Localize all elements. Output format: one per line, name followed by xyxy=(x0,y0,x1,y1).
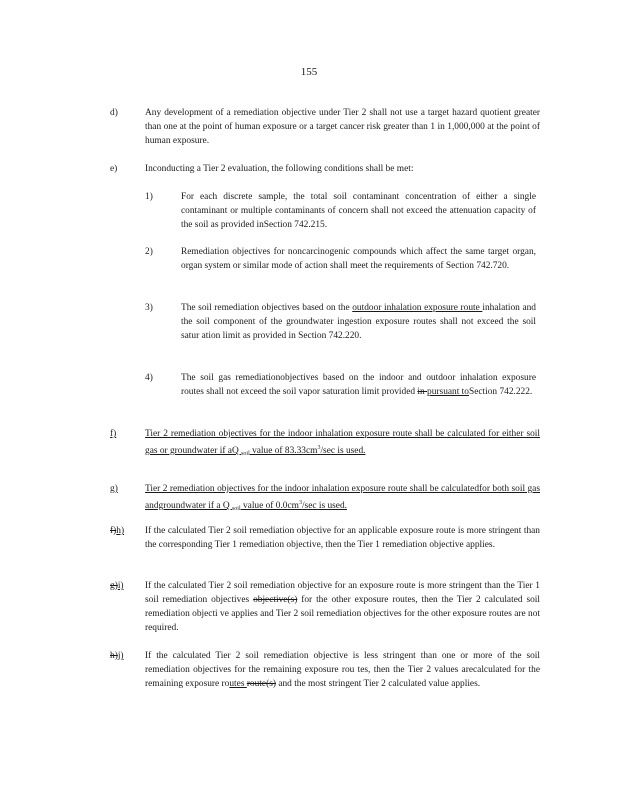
item-i-deleted: objective(s) xyxy=(253,594,298,605)
item-j-marker-inserted: j) xyxy=(117,651,124,661)
item-e-1-text: For each discrete sample, the total soil contaminant concentration of either a single contaminant or multiple contaminants of concern shall not exceed the attenuation capacity of the soil as provided inSection 742.215. xyxy=(181,192,536,230)
item-e-1-marker: 1) xyxy=(145,192,153,202)
item-d-text: Any development of a remediation objective under Tier 2 shall not use a target hazard quotient greater than one at the point of human exposure or a target cancer risk greater than 1 in 1,000,000 at the point of human exposure. xyxy=(145,108,540,146)
item-h-marker-inserted: h) xyxy=(116,526,125,536)
item-f-text xyxy=(145,428,540,462)
item-j-post: and the most stringent Tier 2 calculated value applies. xyxy=(275,678,481,689)
item-e-text: Inconducting a Tier 2 evaluation, the following conditions shall be met: xyxy=(145,164,414,174)
item-h-marker-deleted: f) xyxy=(110,526,117,536)
item-f-text-c: /sec is used. xyxy=(320,445,366,456)
item-d-marker: d) xyxy=(110,108,118,118)
item-e-marker: e) xyxy=(110,164,118,174)
item-i-marker xyxy=(110,580,124,594)
item-i-marker-deleted: g) xyxy=(110,581,118,591)
item-e-3-marker: 3) xyxy=(145,303,153,313)
item-f-text-a: Tier 2 remediation objectives for the indoor inhalation exposure route shall be calculated for either soil gas or groundwater if aQ xyxy=(145,429,540,456)
item-j-inserted: utes xyxy=(229,678,247,689)
item-i-pre: If the calculated Tier 2 soil remediation objective for an exposure route is more stringent than the Tier 1 soil remediation objectives xyxy=(145,581,540,605)
item-e-2-marker: 2) xyxy=(145,247,153,257)
item-e-4-inserted: pursuant to xyxy=(427,386,469,397)
item-g-superscript: 3 xyxy=(298,499,302,506)
item-f-text-b: value of 83.33cm xyxy=(249,445,318,456)
item-i-post: for the other exposure routes, then the Tier 2 calculated soil remediation objecti ve applies and Tier 2 soil remediation objectives for the other exposure routes are not required. xyxy=(145,594,541,633)
item-g-text-a: Tier 2 remediation objectives for the indoor inhalation exposure route shall be calculatedfor both soil gas andgroundwater if a Q xyxy=(145,484,540,511)
item-e-4-pre: The soil gas remediationobjectives based on the indoor and outdoor inhalation exposure routes shall not exceed the soil vapor saturation limit provided xyxy=(181,373,536,397)
item-e-4-deleted: in xyxy=(417,386,428,397)
item-e-3-pre: The soil remediation objectives based on the xyxy=(181,303,353,313)
item-e-3-text xyxy=(181,302,536,344)
item-f-superscript: 3 xyxy=(317,444,321,451)
item-j-marker-deleted: h) xyxy=(110,651,118,661)
item-h-text: If the calculated Tier 2 soil remediation objective for an applicable exposure route is more stringent than the corresponding Tier 1 remediation objective, then the Tier 1 remediation objective applies. xyxy=(145,526,540,550)
item-j-deleted: route(s) xyxy=(246,678,276,689)
item-g-text xyxy=(145,483,540,517)
item-e-4-text xyxy=(181,372,536,400)
item-h-marker xyxy=(110,525,124,539)
item-i-marker-inserted: i) xyxy=(117,581,124,591)
item-f-subscript: soil xyxy=(241,450,250,457)
item-g-text-b: value of 0.0cm xyxy=(240,500,299,511)
item-e-3-post: inhalation and the soil component of the groundwater ingestion exposure routes shall not exceed the soil satur ation limit as provided in Section 742.220. xyxy=(181,303,536,341)
item-g-marker: g) xyxy=(110,484,118,494)
item-j-pre: If the calculated Tier 2 soil remediation objective is less stringent than one or more of the soil remediation objectives for the remaining exposure rou tes, then the Tier 2 values arecalculated for the remaining exposure ro xyxy=(145,651,540,689)
item-e-2-text: Remediation objectives for noncarcinogenic compounds which affect the same target organ, organ system or similar mode of action shall meet the requirements of Section 742.720. xyxy=(181,247,536,271)
item-j-marker xyxy=(110,650,124,664)
item-e-3-inserted: outdoor inhalation exposure route xyxy=(352,303,483,313)
item-g-text-c: /sec is used. xyxy=(301,500,347,511)
page-number: 155 xyxy=(300,66,318,78)
item-j-text xyxy=(145,650,540,692)
item-f-marker: f) xyxy=(110,429,117,439)
item-i-text xyxy=(145,580,540,636)
item-g-subscript: soil xyxy=(231,505,241,512)
item-e-4-marker: 4) xyxy=(145,373,153,383)
item-e-4-post: Section 742.222. xyxy=(468,386,533,397)
